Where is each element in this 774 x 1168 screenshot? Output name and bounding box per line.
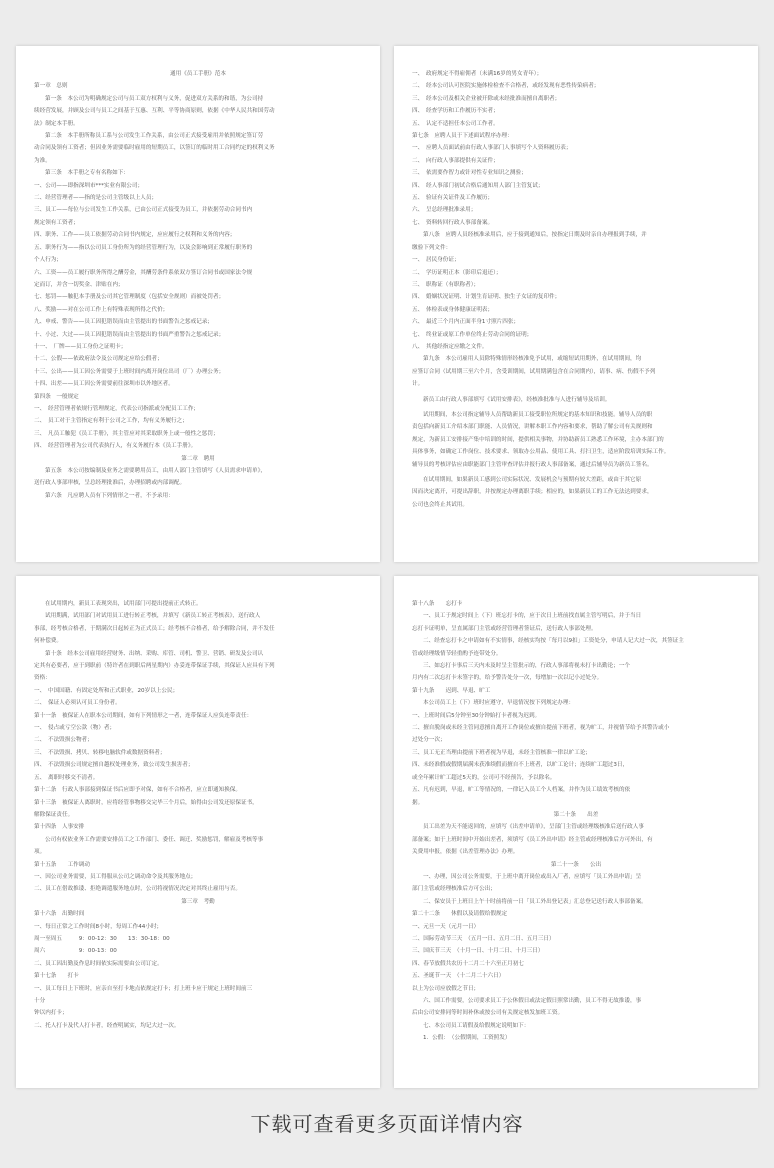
text-line: 六、 呈总经理批准录用； — [412, 207, 477, 214]
text-line: 十、小过、大过——员工因犯错误而由主管提出的书面严重警告之惩戒记录； — [34, 331, 225, 338]
text-line: 法》制定本手册。 — [34, 120, 79, 127]
section-heading: 第二十一条 公出 — [550, 861, 602, 868]
text-line: 一、 中国国籍、有固定处所和正式职业，20岁以上公民； — [34, 687, 179, 694]
text-line: 一、 应聘人员面试前由行政人事部门人事填写个人资料履历表； — [412, 145, 572, 152]
text-line: 解除保证责任。 — [34, 811, 74, 818]
text-line: 续经营发展，并顾及公司与员工之间基于互惠、互利、平等协商原则，依据《中华人民共和国劳动 — [34, 108, 275, 115]
text-line: 钟以内打卡； — [34, 1010, 68, 1017]
text-line: 一、上班时间后5分钟至30分钟始打卡者视为迟到。 — [412, 712, 541, 719]
text-line: 第六条 凡应聘人员有下列情形之一者，不予录用： — [45, 492, 174, 499]
text-line: 三、员工无正当理由提前下班者视为早退，未经主管核准一律以旷工论； — [412, 749, 592, 756]
text-line: 第二十二条 休假以及请假给假规定 — [412, 911, 508, 918]
text-line: 计。 — [412, 381, 424, 388]
text-line: 规定领有工资者； — [34, 219, 79, 226]
text-line: 公司有权依业务工作需要安排员工之工作部门、委任、调迁、奖励惩罚，解雇及考核等事 — [45, 836, 264, 843]
text-line: 定而订，并含一切奖金、津贴在内； — [34, 281, 124, 288]
text-line: 十分 — [34, 998, 46, 1004]
text-line: 五、 离职时移交不清者。 — [34, 774, 99, 781]
text-line: 四、 经查学历和工作履历不实者； — [412, 108, 499, 115]
text-line: 一、办理，因公司公务需要，于上班中离开岗位或出入厂者，应填写「员工外出申请」呈 — [423, 873, 642, 880]
text-line: 二、员工因出勤及作息时间依实际需要由公司订定。 — [34, 960, 163, 967]
text-line: 二、 保证人必须认可员工身份者。 — [34, 700, 121, 707]
text-line: 项。 — [34, 849, 46, 856]
text-line: 七、 终业证或原工作单位终止劳动合同的证明； — [412, 331, 533, 338]
text-line: 后由公司安排同等时间补休或按公司有关规定核发加班工资。 — [412, 1010, 564, 1017]
text-line: 在试用期内，新员工表现突出，试用部门可提出提前正式转正。 — [45, 601, 202, 607]
section-heading: 第三章 考勤 — [181, 898, 215, 905]
text-line: 一、 经营管理者依规行管理规定，代表公司指派或分配员工工作； — [34, 405, 200, 412]
text-line: 员工出差为天不能返回的，应填写《出差申请单》，呈部门主管或经理级核准后送行政人事 — [423, 824, 644, 831]
text-line: 试用期间，本公司指定辅导人员帮助新员工接受职位所规定的基本知识和技能。辅导人员的职 — [423, 411, 653, 418]
text-line: 四、职务、工作——员工依据劳动合同书内规定，应应履行之权利和义务的内容； — [34, 232, 236, 239]
text-line: 具体事务，如确定工作岗位、技术要求、领取办公用品、使用工具、打扫卫生，适应阶段培训实际工作。 — [412, 449, 670, 456]
text-line: 二、托人打卡及代人打卡者，经查明属实，均记大过一次。 — [34, 1022, 180, 1029]
text-line: 第十二条 行政人事部接到保证书后应即予对保，如有不合格者，应立即通知换保。 — [34, 787, 241, 794]
text-line: 一、 侵占或亏空公款（物）者； — [34, 725, 116, 732]
text-line: 七、 资料转回行政人事部备案。 — [412, 219, 494, 226]
text-line: 应签订合同（试用期三至六个月，含受训期间，试用期满包含在合同期内），请事、病、伤假不予列 — [412, 368, 656, 375]
text-line: 二、员工在借故推诿、拒绝调遣服务地点时，公司将视情况决定对其终止雇用与否。 — [34, 886, 241, 893]
text-line: 四、春节放假共农历十二月二十六至正月初七 — [412, 960, 524, 967]
text-line: 八、奖励——对在公司工作上有特殊表现所得之代价； — [34, 306, 169, 313]
text-line: 1．公假： （公假期间，工资照发） — [423, 1035, 511, 1042]
text-line: 何补偿费。 — [34, 638, 62, 645]
text-line: 第十七条 打卡 — [34, 973, 79, 980]
section-heading: 第二十条 出差 — [553, 811, 599, 818]
text-line: 四、 不法毁损公司规定擅自越权处理业务，致公司发生损害者； — [34, 762, 194, 769]
text-line: 第七条 应聘人员于下述面试程序办理： — [412, 133, 513, 140]
text-line: 九、申戒、警告——员工因犯错误而由主管提出的书面警告之惩戒记录； — [34, 319, 214, 326]
section-heading: 通用《员工手册》范本 — [170, 71, 226, 77]
text-line: 第二条 本手册所称员工系与公司发生工作关系，由公司正式接受雇用并依照规定签订劳 — [45, 133, 264, 140]
text-line: 动合同及领有工资者；但因业务需要临时雇用的短期员工，以签订的临时用工合同约定的权利义务 — [34, 145, 275, 152]
text-line: 四、 经营管理者为公司代表执行人，有义务履行本《员工手册》。 — [34, 443, 197, 450]
text-line: 七、本公司员工请假及给假规定说明如下： — [423, 1022, 530, 1029]
text-line: 管或经理级情节轻重酌予连带处分。 — [412, 650, 502, 657]
text-line: 缴验下列文件： — [412, 244, 452, 251]
text-line: 三、员工——每位与公司发生工作关系，已由公司正式接受为员工，并依据劳动合同书内 — [34, 207, 253, 214]
text-line: 三、 凡员工触犯《员工手册》，其主管应对其采取职务上或一般性之惩罚； — [34, 430, 219, 437]
text-line: 辅导员的考核评估应由职能部门主管审查评估并报行政人事部备案，通过后辅导员为新员工签名。 — [412, 461, 653, 468]
text-line: 第十五条 工作调动 — [34, 861, 90, 868]
text-line: 第十三条 被保证人离职时，应将经管事物移交完毕三个月后，始得由公司发还原保证书， — [34, 799, 258, 806]
text-line: 第四条 一般规定 — [34, 393, 79, 400]
text-line: 五、 认定不适担任本公司工作者。 — [412, 120, 499, 127]
text-line: 一、员工于规定时间上（下）班忘打卡的，应于次日上班前找直属主管写明后，并于当日 — [423, 613, 642, 620]
text-line: 第十四条 人事安排 — [34, 824, 85, 831]
text-line: 五、职务行为——指以公司员工身份所为的经营管理行为，以及会影响到正常履行职务的 — [34, 244, 253, 251]
text-line: 三、如忘打卡事后三天内未及时呈主管批示的，行政人事部将视未打卡出勤论；一个 — [423, 663, 630, 670]
text-line: 个人行为； — [34, 257, 62, 264]
document-page-2 — [394, 46, 758, 562]
text-line: 本公司员工上（下）班时应遵守，早退情况按下列规定办理： — [423, 700, 575, 707]
download-more-caption[interactable]: 下载可查看更多页面详情内容 — [250, 1112, 524, 1136]
text-line: 一、每日正常之工作时间8小时，每周工作44小时； — [34, 923, 163, 930]
text-line: 八、 其他经指定应缴之文件。 — [412, 343, 488, 350]
text-line: 二、经查忘打卡之申请如有不实情事，经核实均按「每月以9扣」工资处分，申请人记大过一次，其签证主 — [423, 638, 684, 645]
text-line: 二、国际劳动节三天 （五月一日、五月二日、五月三日） — [412, 935, 555, 942]
text-line: 五、凡有迟到，早退，旷工等情况的，一律记入员工个人档案，并作为员工绩效考核的依 — [412, 787, 631, 794]
text-line: 五、 验证有关证件及工作履历； — [412, 195, 494, 202]
text-line: 定其有必要者，应于到职前（特许者在到职后两星期内）办妥连带保证手续，其保证人应具有下列 — [34, 663, 275, 670]
text-line: 责包括向新员工介绍本部门职能、人员情况，讲解本职工作内容和要求，帮助了解公司有关规则和 — [412, 424, 653, 431]
text-line: 因而决定离开，可提出辞职，并按规定办理离职手续；相应的，如果新员工的工作无法达到要求， — [412, 489, 653, 496]
text-line: 第一章 总则 — [34, 83, 68, 90]
text-line: 以上为公司应放假之节日； — [412, 985, 480, 992]
text-line: 送行政人事部审核，呈总经理批准后，办理招聘或内部调配。 — [34, 480, 186, 487]
text-line: 周六 9：00-13：00 — [34, 948, 117, 955]
document-page-1 — [16, 46, 380, 562]
text-line: 五、圣诞节一天 （十二月二十六日） — [412, 973, 505, 980]
text-line: 六、 最近三个月内正面半身1寸照片四张； — [412, 319, 520, 326]
text-line: 一、元旦一天（元月一日） — [412, 923, 480, 930]
text-line: 关费用申报，依据《出差管理办法》办理。 — [412, 849, 519, 856]
text-line: 二、 学历证明正本（影印后退还）； — [412, 269, 502, 276]
text-line: 二、擅自脱岗或未经主管同意擅自离开工作岗位或擅自提前下班者，视为旷工，并视情节给予其警告或小 — [412, 725, 670, 732]
text-line: 试用期满，试用部门对试用员工进行转正考核，并填写《新员工转正考核表》，送行政人 — [45, 613, 261, 620]
text-line: 二、 不法毁损公物者； — [34, 737, 93, 744]
text-line: 十三、公出——员工因公务需要于上班时间内离开岗位出司（厂）办理公务； — [34, 368, 225, 375]
text-line: 第十九条 迟到、早退、旷工 — [412, 687, 491, 694]
text-line: 三、 不法毁损、拷贝、转移电脑软件或数据资料者； — [34, 749, 166, 756]
text-line: 在试用期间，如果新员工感到公司实际状况、发展机会与预期有较大差距，或由于其它原 — [423, 477, 642, 483]
text-line: 二、 向行政人事部提供有关证件； — [412, 157, 499, 164]
text-line: 十二、公假——依政府法令及公司规定应给公假者； — [34, 356, 163, 363]
text-line: 七、惩罚——触犯本手册及公司其它管理制度（包括安全规则）而被处罚者； — [34, 294, 225, 301]
text-line: 资格： — [34, 675, 51, 682]
text-line: 第十一条 被保证人在职本公司期间，如有下列情形之一者，连带保证人应负连带责任： — [34, 712, 253, 719]
text-line: 事部，经考核合格者，于期满次日起转正为正式员工；经考核不合格者，给予解除合同，并不发任 — [34, 625, 275, 632]
text-line: 一、公司——即指深圳市***实业有限公司； — [34, 182, 144, 189]
text-line: 四、 婚姻状况证明、计划生育证明、独生子女证的复印件； — [412, 294, 561, 301]
text-line: 三、 经本公司及相关企业被开除或未经批准而擅自离职者； — [412, 95, 561, 102]
text-line: 二、经营管理者——指的是公司主管级以上人员； — [34, 195, 158, 202]
section-heading: 第二章 聘用 — [181, 455, 215, 462]
text-line: 二、 员工对于主管指定有利于公司之工作，均有义务履行之； — [34, 418, 188, 425]
text-line: 月内有二次忘打卡未签字的，给予警告处分一次，每增加一次以记小过处分。 — [412, 675, 603, 682]
text-line: 二、保安员于上班日上午十时前将前一日「员工外出登记表」汇总登记送行政人事部备案。 — [423, 898, 647, 905]
text-line: 四、未经准假或假期届满未获准续假而擅自不上班者，以旷工论计；连续旷工超过3日， — [412, 762, 629, 769]
text-line: 三、 职称证（有职称者）； — [412, 281, 480, 288]
text-line: 第一条 本公司为明确规定公司与员工双方权利与义务，促进双方关系的和谐，为公司持 — [45, 95, 264, 102]
text-line: 三、国庆节三天 （十月一日、十月二日、十月三日） — [412, 948, 544, 955]
text-line: 为准。 — [34, 157, 51, 164]
text-line: 十四、出差——员工因公务需要前往深圳市以外地区者。 — [34, 381, 174, 388]
text-line: 第八条 应聘人员经核准录用后，应于接到通知后，按指定日期及时亲自办理报到手续，并 — [423, 232, 647, 239]
text-line: 一、因公司业务需要，员工得服从公司之调动命令及其服务地点； — [34, 873, 197, 880]
text-line: 二、 经本公司认可医院实施体检检查不合格者，或经发现有恶性传染病者； — [412, 83, 600, 90]
document-page-4 — [394, 576, 758, 1088]
text-line: 六、国工作需要，公司要求员工于公休假日或法定假日照常出勤，员工不得无故推诿，事 — [423, 998, 642, 1004]
text-line: 五、 体检表或身体健康证明表； — [412, 306, 494, 313]
text-line: 三、 依需要作智力或针对性专业知识之测验； — [412, 170, 527, 177]
text-line: 第十六条 出勤时间 — [34, 911, 85, 918]
text-line: 十一、 厂牌——员工身份之证明卡； — [34, 343, 127, 350]
text-line: 第九条 本公司雇用人员除特殊情形经核准免予试用，或缩短试用期外，在试用期间，均 — [423, 356, 642, 363]
text-line: 据。 — [412, 799, 424, 806]
text-line: 部备案；如于上班时间中开始出差者，须填写《员工外出申请》经主管或经理核准后方可外出，有 — [412, 836, 653, 843]
text-line: 公司也会终止其试用。 — [412, 501, 468, 508]
text-line: 第五条 本公司按编制及业务之需要聘用员工，由用人部门主管填写《人员需求申请单》， — [45, 468, 266, 474]
text-line: 第十八条 忘打卡 — [412, 601, 463, 607]
text-line: 新员工由行政人事部填写《试用安排表》，经核准批准与人进行辅导及培训。 — [423, 396, 611, 403]
text-line: 四、 经人事部门初试合格后通知用人部门主管复试； — [412, 182, 544, 189]
text-line: 部门主管或经理核准后方可公出； — [412, 886, 496, 893]
text-line: 一、员工每日上下班时，应亲自至打卡地点依规定打卡；打上班卡应于规定上班时间前三 — [34, 985, 253, 992]
text-line: 周一至周五 9：00-12：30 13：30-18：00 — [34, 935, 170, 942]
text-line: 六、工资——员工履行职务所得之酬劳金，其酬劳条件系依双方签订合同书或国家法令规 — [34, 269, 253, 276]
text-line: 一、 政府规定不得雇佣者（未满16岁的男女青年）； — [412, 71, 543, 77]
text-line: 忘打卡证明单，呈直属部门主管或经营管理者签证后，送行政人事部处理。 — [412, 625, 597, 632]
text-line: 过处分一次； — [412, 737, 446, 744]
document-page-3 — [16, 576, 380, 1088]
text-line: 或全年累计旷工超过5天的，公司可不经预告，予以除名。 — [412, 774, 556, 781]
text-line: 第十条 经本公司雇用经营财务、出纳、采购、库管、司机、警卫、营销、研发及公司认 — [45, 650, 264, 657]
text-line: 规定，为新员工安排接产集中培训的时间，提供相关事物，并协助新员工熟悉工作环境，主办本部门的 — [412, 436, 664, 443]
text-line: 第三条 本手册之专有名称如下： — [45, 170, 129, 177]
text-line: 一、 居民身份证； — [412, 257, 460, 264]
